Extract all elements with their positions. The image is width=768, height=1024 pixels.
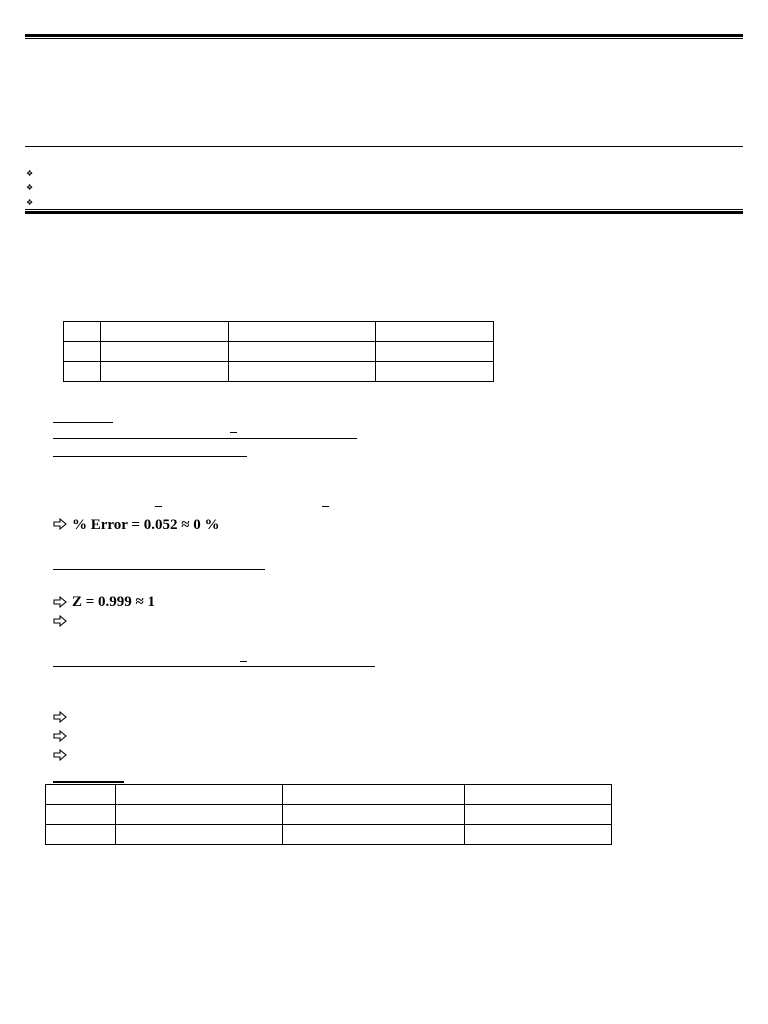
table-cell <box>101 342 229 362</box>
outline-right-arrow-icon <box>53 729 67 743</box>
macron-mark <box>322 506 329 507</box>
header-top-rule-thin <box>25 38 743 39</box>
outline-right-arrow-icon <box>53 614 67 628</box>
table-cell <box>229 322 375 342</box>
table-cell <box>282 785 465 805</box>
top-data-table <box>63 321 494 382</box>
table-cell <box>101 322 229 342</box>
header-bottom-rule-thin <box>25 209 743 210</box>
macron-mark <box>155 506 162 507</box>
table-row <box>64 322 494 342</box>
table-row <box>46 785 612 805</box>
table-cell <box>465 785 612 805</box>
table-cell <box>101 362 229 382</box>
table-cell <box>465 805 612 825</box>
underline <box>53 438 357 439</box>
underline <box>53 666 375 667</box>
table-cell <box>465 825 612 845</box>
table-cell <box>282 825 465 845</box>
z-result-text: Z = 0.999 ≈ 1 <box>72 594 156 610</box>
header-bottom-rule-thick <box>25 211 743 214</box>
diamond-bullet-icon: ❖ <box>26 198 34 207</box>
bottom-data-table <box>45 784 612 845</box>
table-cell <box>64 322 101 342</box>
table-cell <box>115 825 282 845</box>
table-cell <box>375 342 493 362</box>
underline <box>53 456 247 457</box>
header-top-rule-thick <box>25 34 743 37</box>
outline-right-arrow-icon <box>53 710 67 724</box>
table-cell <box>64 342 101 362</box>
diamond-bullet-icon: ❖ <box>26 169 34 178</box>
outline-right-arrow-icon <box>53 595 67 609</box>
table-cell <box>115 805 282 825</box>
error-result-text: % Error = 0.052 ≈ 0 % <box>72 517 220 533</box>
table-cell <box>115 785 282 805</box>
table-cell <box>46 785 116 805</box>
table-cell <box>282 805 465 825</box>
table-cell <box>375 322 493 342</box>
macron-mark <box>240 661 247 662</box>
outline-right-arrow-icon <box>53 748 67 762</box>
underline <box>53 569 265 570</box>
macron-mark <box>230 432 237 433</box>
table-row <box>46 805 612 825</box>
table-row <box>46 825 612 845</box>
table-cell <box>229 362 375 382</box>
diamond-bullet-icon: ❖ <box>26 183 34 192</box>
table-cell <box>64 362 101 382</box>
table-cell <box>229 342 375 362</box>
table-row <box>64 362 494 382</box>
table-cell <box>46 825 116 845</box>
header-mid-rule <box>25 146 743 147</box>
table-caption-underline <box>53 781 124 783</box>
table-cell <box>375 362 493 382</box>
outline-right-arrow-icon <box>53 517 67 531</box>
underline <box>53 422 113 423</box>
table-row <box>64 342 494 362</box>
table-cell <box>46 805 116 825</box>
